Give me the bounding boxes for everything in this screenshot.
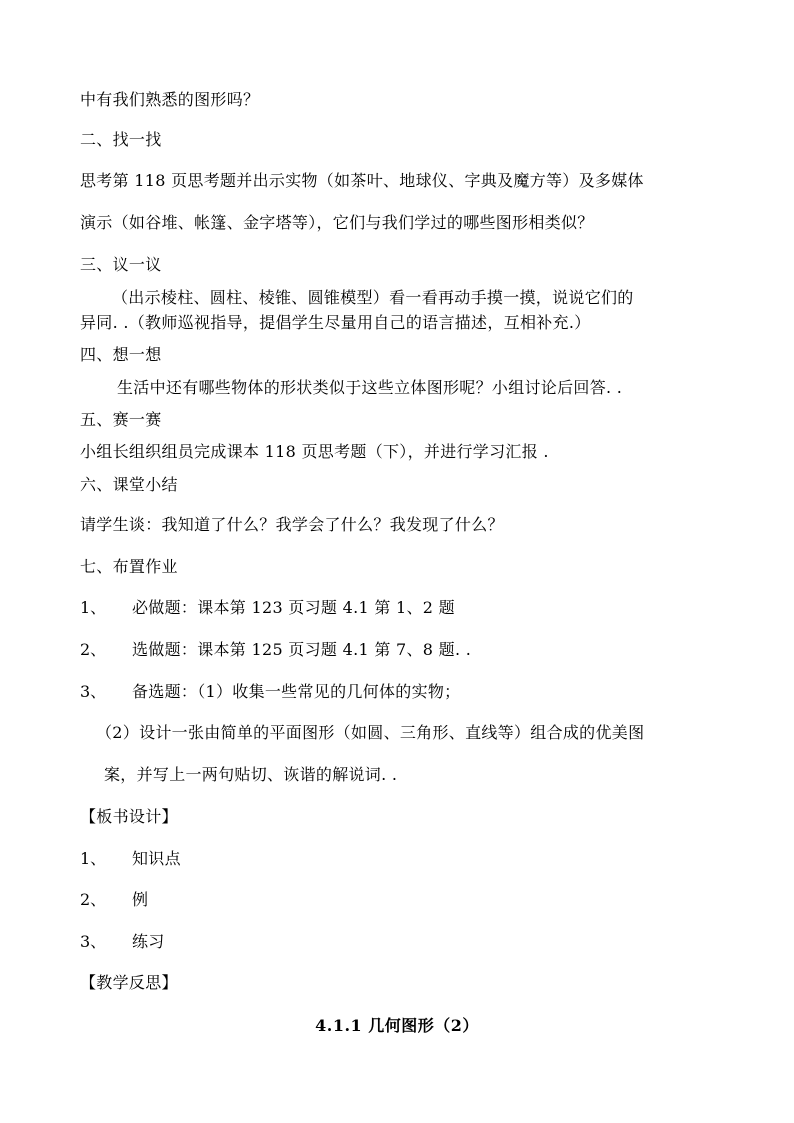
section-5-paragraph: 小组长组织组员完成课本 118 页思考题（下），并进行学习汇报 . [80, 442, 549, 461]
section-6-paragraph: 请学生谈：我知道了什么？我学会了什么？我发现了什么？ [80, 515, 504, 534]
homework-item-text: 选做题：课本第 125 页习题 4.1 第 7、8 题. . [132, 640, 472, 659]
section-2-paragraph-line-2: 演示（如谷堆、帐篷、金字塔等），它们与我们学过的哪些图形相类似？ [80, 213, 594, 232]
board-item-number: 3、 [80, 932, 107, 951]
homework-item-number: 1、 [80, 598, 107, 617]
next-lesson-title: 4.1.1 几何图形（2） [315, 1016, 479, 1035]
homework-item-number: 3、 [80, 682, 107, 701]
section-2-heading: 二、找一找 [80, 130, 162, 149]
section-3-paragraph-line-1: （出示棱柱、圆柱、棱锥、圆锥模型）看一看再动手摸一摸，说说它们的 [112, 288, 634, 307]
homework-item-text: 备选题：（1）收集一些常见的几何体的实物； [132, 682, 461, 701]
homework-item-number: 2、 [80, 640, 107, 659]
section-6-heading: 六、课堂小结 [80, 475, 178, 494]
section-3-paragraph-line-2: 异同. .（教师巡视指导，提倡学生尽量用自己的语言描述，互相补充.） [80, 313, 591, 332]
homework-subitem-line-1: （2）设计一张由简单的平面图形（如圆、三角形、直线等）组合成的优美图 [96, 723, 645, 742]
board-design-heading: 【板书设计】 [80, 807, 178, 826]
section-4-heading: 四、想一想 [80, 345, 162, 364]
homework-item-text: 必做题：课本第 123 页习题 4.1 第 1、2 题 [132, 598, 455, 617]
board-item-text: 知识点 [132, 849, 181, 868]
board-item-text: 例 [132, 890, 149, 909]
intro-tail-text: 中有我们熟悉的图形吗？ [80, 90, 260, 109]
section-2-paragraph-line-1: 思考第 118 页思考题并出示实物（如茶叶、地球仪、字典及魔方等）及多媒体 [80, 171, 644, 190]
section-5-heading: 五、赛一赛 [80, 410, 162, 429]
teaching-reflection-heading: 【教学反思】 [80, 973, 178, 992]
board-item-number: 1、 [80, 849, 107, 868]
section-3-heading: 三、议一议 [80, 255, 162, 274]
board-item-number: 2、 [80, 890, 107, 909]
section-4-paragraph: 生活中还有哪些物体的形状类似于这些立体图形呢？小组讨论后回答. . [117, 378, 623, 397]
homework-subitem-line-2: 案，并写上一两句贴切、诙谐的解说词. . [104, 765, 398, 784]
section-7-heading: 七、布置作业 [80, 557, 178, 576]
board-item-text: 练习 [132, 932, 165, 951]
